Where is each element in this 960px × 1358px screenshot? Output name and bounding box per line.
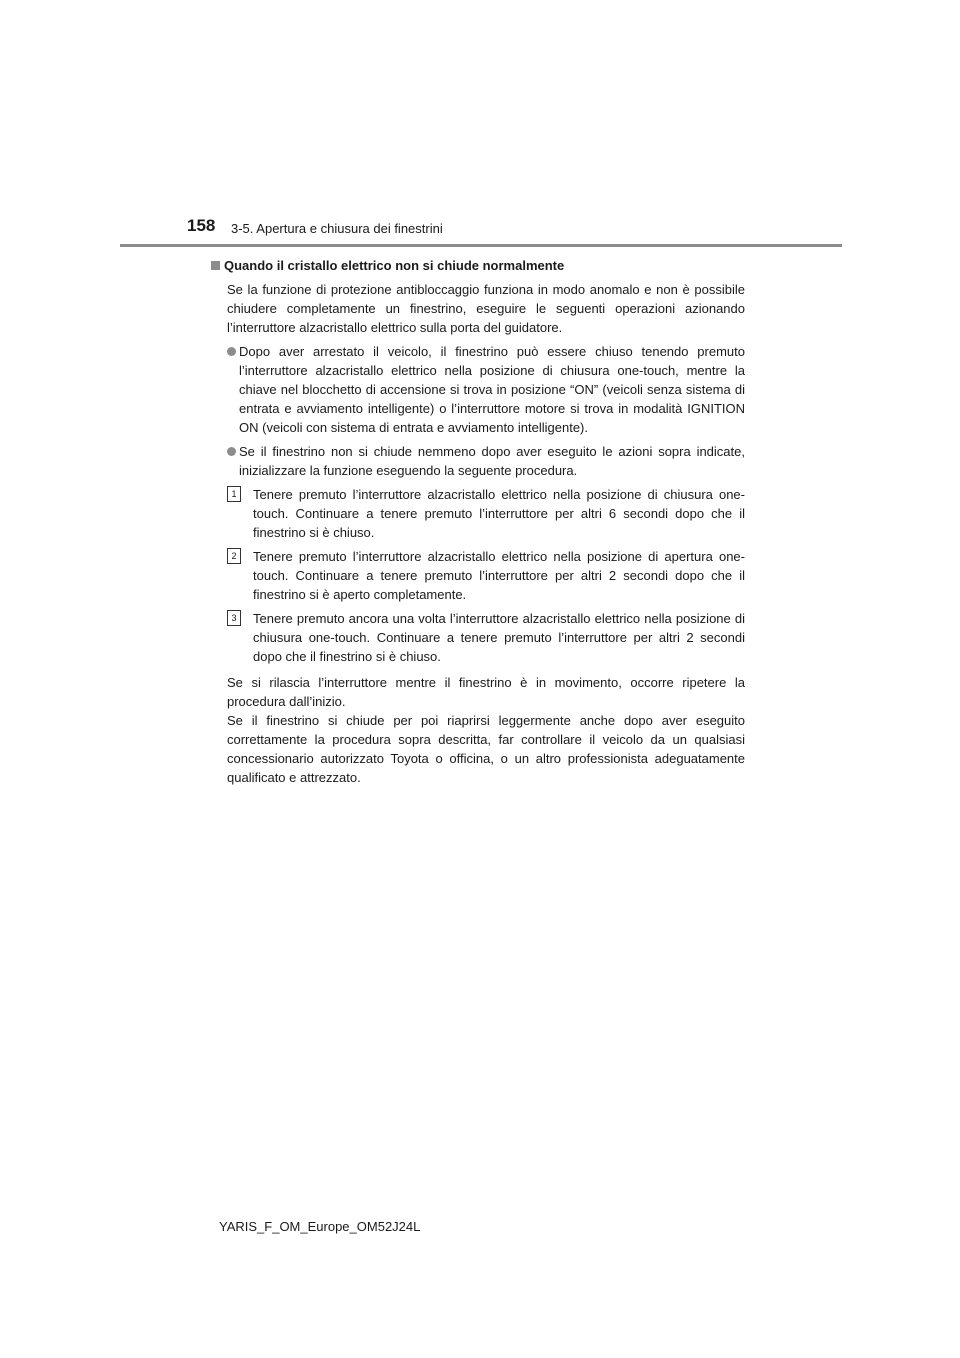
closing-paragraph: Se il finestrino si chiude per poi riaprirsi leggermente anche dopo aver eseguito correttamente la procedura sopra descritta, far controllare il veicolo da un qualsiasi concessionario autorizzato Toyota o officina, o un altro professionista adeguatamente qualificato e attrezzato. — [227, 713, 745, 785]
round-bullet-icon — [227, 447, 236, 456]
bullet-item — [227, 442, 745, 480]
bullet-item — [227, 342, 745, 437]
step-number: 3 — [227, 610, 241, 626]
bullet-text: Dopo aver arrestato il veicolo, il finestrino può essere chiuso tenendo premuto l’interruttore alzacristallo elettrico nella posizione di chiusura one-touch, mentre la chiave nel blocchetto di accensione si trova in posizione “ON” (veicoli senza sistema di entrata e avviamento intelligente) o l’interruttore motore si trova in modalità IGNITION ON (veicoli con sistema di entrata e avviamento intelligente). — [239, 344, 745, 435]
square-bullet-icon — [211, 261, 220, 270]
bullet-text: Se il finestrino non si chiude nemmeno dopo aver eseguito le azioni sopra indicate, inizializzare la funzione eseguendo la seguente procedura. — [239, 444, 745, 478]
section-heading — [211, 256, 745, 275]
step-number: 1 — [227, 486, 241, 502]
step-text: Tenere premuto l’interruttore alzacristallo elettrico nella posizione di chiusura one-touch. Continuare a tenere premuto l’interruttore per altri 6 secondi dopo che il finestrino si è chiuso. — [253, 487, 745, 540]
footer-doc-code: YARIS_F_OM_Europe_OM52J24L — [219, 1219, 421, 1234]
step-text: Tenere premuto l’interruttore alzacristallo elettrico nella posizione di apertura one-touch. Continuare a tenere premuto l’interruttore per altri 2 secondi dopo che il finestrino si è aperto completamente. — [253, 549, 745, 602]
round-bullet-icon — [227, 347, 236, 356]
step-item — [227, 609, 745, 666]
section-heading-text: Quando il cristallo elettrico non si chiude normalmente — [224, 258, 565, 273]
intro-paragraph: Se la funzione di protezione antibloccaggio funziona in modo anomalo e non è possibile chiudere completamente un finestrino, eseguire le seguenti operazioni azionando l’interruttore alzacristallo elettrico sulla porta del guidatore. — [227, 282, 745, 335]
closing-paragraph: Se si rilascia l’interruttore mentre il finestrino è in movimento, occorre ripetere la procedura dall’inizio. — [227, 675, 745, 709]
page-content — [211, 256, 745, 787]
step-item — [227, 547, 745, 604]
page-number: 158 — [187, 216, 216, 235]
header-rule — [120, 244, 842, 247]
step-number: 2 — [227, 548, 241, 564]
section-title: 3-5. Apertura e chiusura dei finestrini — [231, 221, 443, 236]
step-text: Tenere premuto ancora una volta l’interruttore alzacristallo elettrico nella posizione di chiusura one-touch. Continuare a tenere premuto l’interruttore per altri 2 secondi dopo che il finestrino si è chiuso. — [253, 611, 745, 664]
step-item — [227, 485, 745, 542]
